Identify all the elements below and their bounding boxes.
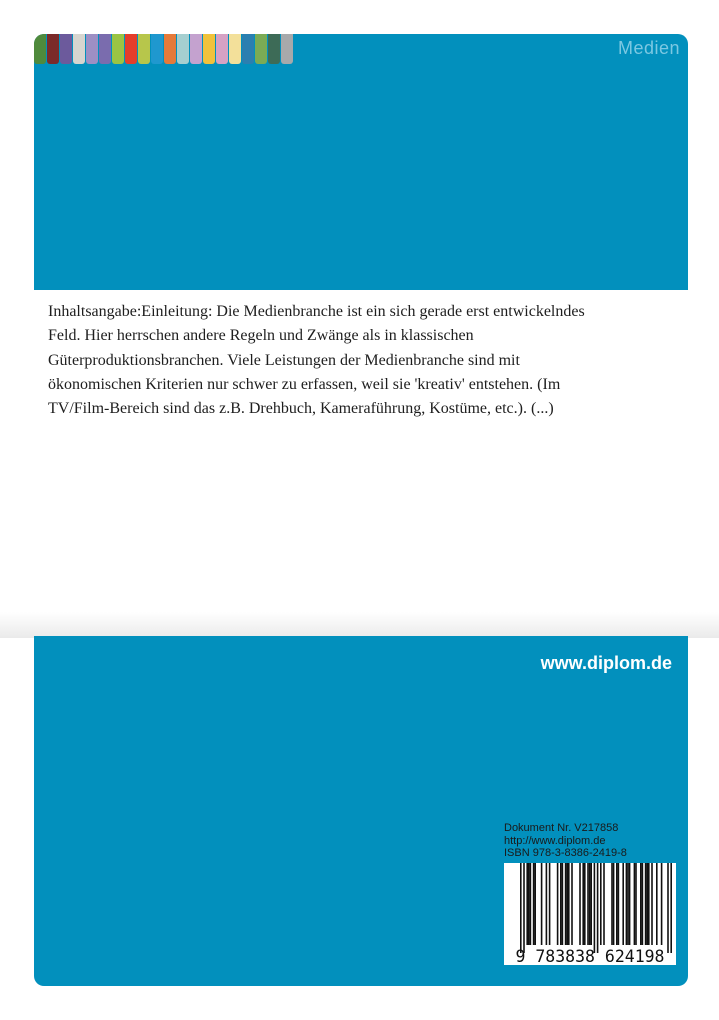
color-stripe (151, 34, 163, 64)
barcode-bar (560, 863, 562, 945)
color-stripe (268, 34, 280, 64)
color-stripe (177, 34, 189, 64)
barcode-bar (546, 863, 548, 945)
color-stripe (47, 34, 59, 64)
barcode-bar (568, 863, 570, 945)
barcode-bar (670, 863, 672, 953)
color-stripe (164, 34, 176, 64)
color-stripe (203, 34, 215, 64)
barcode-bar (520, 863, 522, 953)
barcode-bar (645, 863, 647, 945)
barcode-bar (640, 863, 642, 945)
barcode-bar (656, 863, 658, 945)
color-stripes (34, 34, 294, 64)
website-label: www.diplom.de (540, 653, 672, 673)
color-stripe (86, 34, 98, 64)
isbn: ISBN 978-3-8386-2419-8 (504, 847, 627, 859)
barcode-bar (565, 863, 567, 945)
color-stripe (73, 34, 85, 64)
barcode-bar (534, 863, 536, 945)
barcode-bar (642, 863, 644, 945)
barcode-bar (616, 863, 618, 945)
barcode-bar (549, 863, 551, 945)
color-stripe (229, 34, 241, 64)
shadow-band (0, 612, 719, 638)
color-stripe (112, 34, 124, 64)
barcode-bar (528, 863, 530, 945)
document-number: Dokument Nr. V217858 (504, 822, 619, 834)
barcode-bar (587, 863, 589, 945)
barcode-bar (613, 863, 615, 945)
cover-top-panel (34, 34, 688, 290)
barcode-bar (627, 863, 629, 945)
barcode-digits: 9 783838 624198 (515, 947, 665, 965)
barcode-bar (579, 863, 581, 945)
barcode-bar (566, 863, 568, 945)
color-stripe (34, 34, 46, 64)
color-stripe (125, 34, 137, 64)
barcode-bar (594, 863, 596, 953)
barcode-bar (603, 863, 605, 945)
barcode-bar (541, 863, 543, 945)
barcode-bar (523, 863, 525, 953)
barcode-bar (590, 863, 592, 945)
barcode-bar (557, 863, 559, 945)
book-blurb: Inhaltsangabe:Einleitung: Die Medienbranche ist ein sich gerade erst entwickelndes Feld. Hier herrschen andere Regeln und Zwänge als in klassischen Güterproduktionsbranchen. Viele Leistungen der Medienbranche sind mit ökonomischen Kriterien nur schwer zu erfassen, weil sie 'kreativ' entstehen. (Im TV/Film-Bereich sind das z.B. Drehbuch, Kameraführung, Kostüme, etc.). (...) (48, 303, 585, 418)
color-stripe (60, 34, 72, 64)
barcode-bar (661, 863, 663, 945)
barcode-bar (629, 863, 631, 945)
color-stripe (242, 34, 254, 64)
barcode-bar (533, 863, 535, 945)
barcode-bar (648, 863, 650, 945)
barcode-bar (634, 863, 636, 945)
isbn-barcode (504, 863, 676, 965)
barcode-bar (530, 863, 532, 945)
color-stripe (190, 34, 202, 64)
document-url: http://www.diplom.de (504, 834, 606, 847)
barcode-bar (611, 863, 613, 945)
color-stripe (99, 34, 111, 64)
color-stripe (138, 34, 150, 64)
barcode-bar (622, 863, 624, 945)
barcode-bar (562, 863, 564, 945)
color-stripe (255, 34, 267, 64)
barcode-bar (526, 863, 528, 945)
category-label: Medien (617, 38, 680, 58)
barcode-bar (618, 863, 620, 945)
color-stripe (281, 34, 293, 64)
barcode-bar (646, 863, 648, 945)
barcode-bar (582, 863, 584, 945)
barcode-bar (589, 863, 591, 945)
barcode-bar (667, 863, 669, 953)
color-stripe (216, 34, 228, 64)
document-info (504, 822, 627, 860)
barcode-bar (635, 863, 637, 945)
barcode-bar (600, 863, 602, 945)
barcode-bar (651, 863, 653, 945)
barcode-bar (571, 863, 573, 945)
barcode-bar (626, 863, 628, 945)
barcode-bar (584, 863, 586, 945)
barcode-bar (597, 863, 599, 953)
cover-bottom-panel (34, 636, 688, 986)
